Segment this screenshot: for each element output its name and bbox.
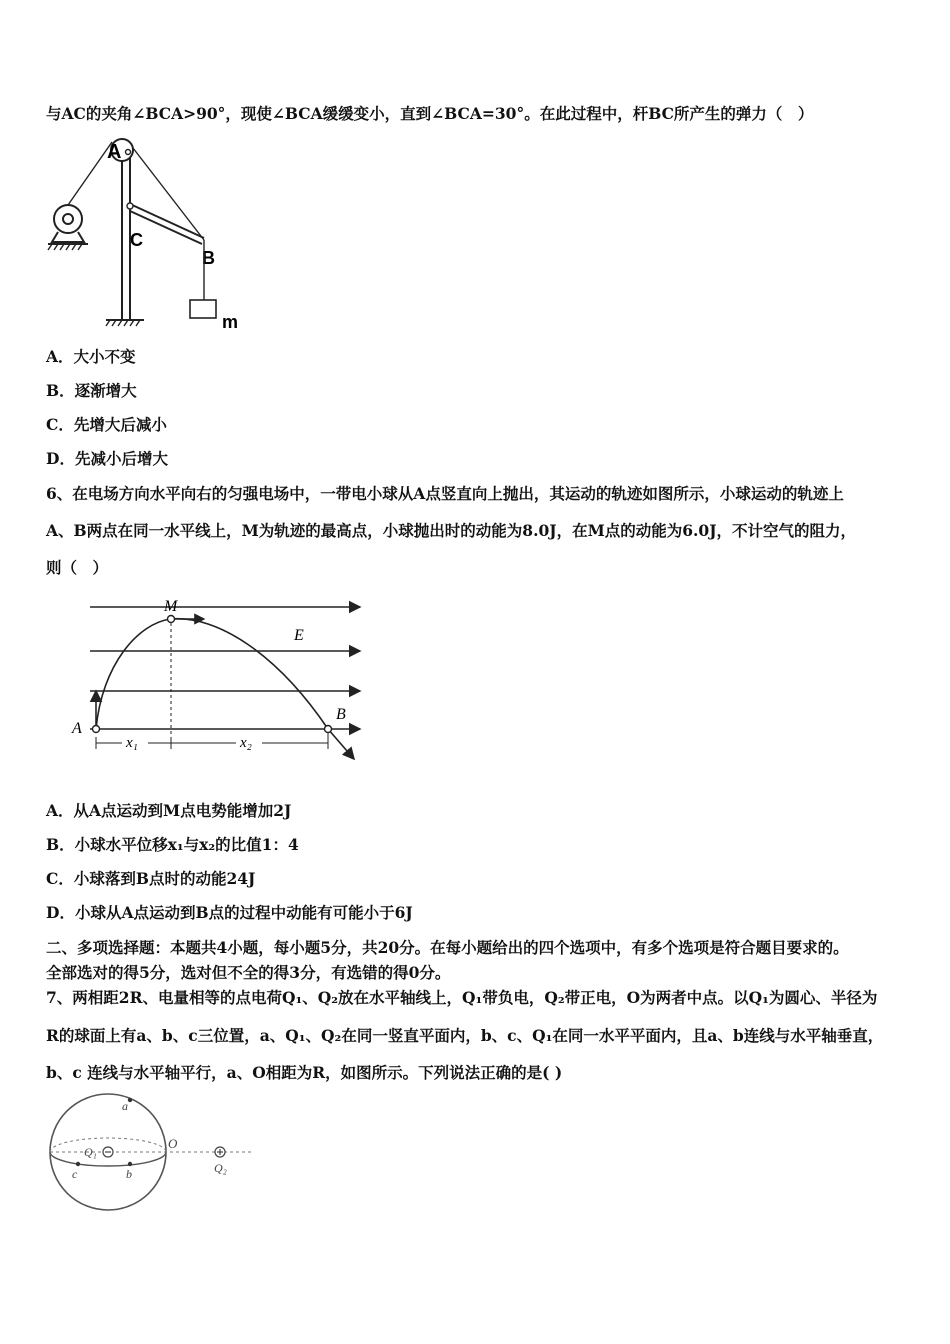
- q5-option-b: B．逐渐增大: [46, 381, 137, 400]
- q6-stem-line-3: 则（ ）: [46, 558, 109, 577]
- mass-block: [190, 300, 216, 318]
- point-b-dot: [128, 1162, 132, 1166]
- label-q2: Q₂: [214, 1161, 227, 1175]
- label-b7: b: [126, 1167, 132, 1181]
- label-b: B: [202, 248, 215, 268]
- q6-option-d: D．小球从A点运动到B点的过程中动能有可能小于6J: [46, 903, 413, 922]
- q6-option-b: B．小球水平位移x₁与x₂的比值1：4: [46, 835, 299, 854]
- q5-stem: 与AC的夹角∠BCA>90°，现使∠BCA缓缓变小，直到∠BCA=30°。在此过程中，杆BC所产生的弹力（ ）: [46, 104, 814, 123]
- point-a: [93, 726, 100, 733]
- label-m: m: [222, 312, 239, 332]
- q5-option-c: C．先增大后减小: [46, 415, 167, 434]
- label-b-point: B: [336, 706, 346, 723]
- point-a-dot: [128, 1098, 132, 1102]
- q5-option-a: A．大小不变: [46, 347, 136, 366]
- q5-figure: [44, 132, 264, 332]
- hinge-c: [127, 203, 133, 209]
- section2-line-1: 二、多项选择题：本题共4小题，每小题5分，共20分。在每小题给出的四个选项中，有多个选项是符合题目要求的。: [46, 938, 849, 957]
- rope-pulley-to-b: [133, 148, 204, 240]
- label-q1: Q₁: [84, 1145, 97, 1159]
- point-m: [168, 616, 175, 623]
- q6-figure: [68, 595, 368, 765]
- point-c-dot: [76, 1162, 80, 1166]
- q7-stem-line-3: b、c 连线与水平轴平行，a、O相距为R，如图所示。下列说法正确的是( ): [46, 1063, 563, 1082]
- label-c7: c: [72, 1167, 78, 1181]
- q7-stem-line-2: R的球面上有a、b、c三位置，a、Q₁、Q₂在同一竖直平面内，b、c、Q₁在同一水平平面内，且a、b连线与水平轴垂直，: [46, 1026, 884, 1045]
- label-o: O: [168, 1136, 178, 1151]
- q6-stem-line-2: A、B两点在同一水平线上，M为轨迹的最高点，小球抛出时的动能为8.0J，在M点的动能为6.0J，不计空气的阻力，: [46, 521, 857, 540]
- section2-line-2: 全部选对的得5分，选对但不全的得3分，有选错的得0分。: [46, 963, 451, 982]
- winch-wheel: [54, 205, 82, 233]
- q6-option-a: A．从A点运动到M点电势能增加2J: [46, 801, 292, 820]
- point-b: [325, 726, 332, 733]
- label-m-point: M: [164, 598, 178, 615]
- winch-axle: [63, 214, 73, 224]
- label-a7: a: [122, 1099, 128, 1113]
- rope-winch-to-pulley: [68, 142, 112, 205]
- label-x2: x₂: [240, 735, 252, 751]
- q6-option-c: C．小球落到B点时的动能24J: [46, 869, 256, 888]
- q7-stem-line-1: 7、两相距2R、电量相等的点电荷Q₁、Q₂放在水平轴线上，Q₁带负电，Q₂带正电，O为两者中点。以Q₁为圆心、半径为: [46, 988, 878, 1007]
- label-a: A: [107, 141, 122, 163]
- q6-stem-line-1: 6、在电场方向水平向右的匀强电场中，一带电小球从A点竖直向上抛出，其运动的轨迹如图所示，小球运动的轨迹上: [46, 484, 844, 503]
- q5-option-d: D．先减小后增大: [46, 449, 168, 468]
- label-a-point: A: [72, 720, 82, 737]
- label-e: E: [294, 627, 304, 644]
- label-c: C: [130, 230, 143, 250]
- label-x1: x₁: [126, 735, 138, 751]
- q7-figure: [44, 1090, 264, 1220]
